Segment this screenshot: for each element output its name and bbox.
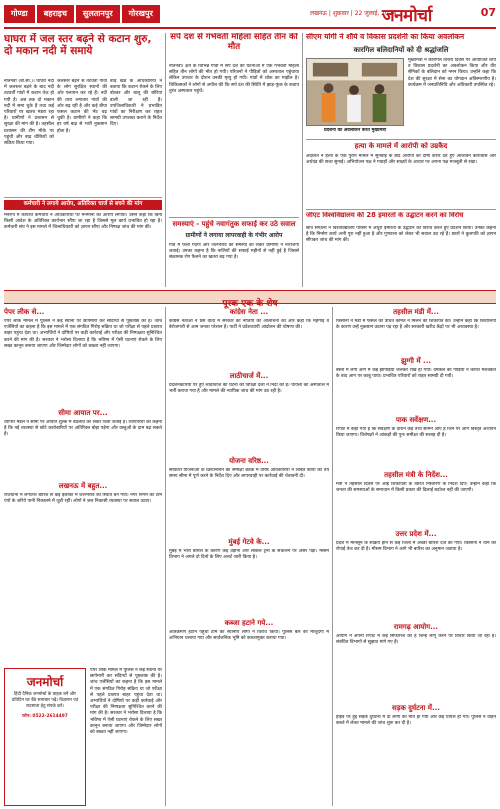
cont-body-5: प्रदर्शनकारियों पर हुए लाठीचार्ज की घटना की विपक्षी दलों ने निंदा की है। घायलों को अस्पताल में भर्ती कराया गया है और मामले की न्यायिक जांच की मांग उठ रही है। — [169, 383, 329, 395]
subscription-ad[interactable] — [4, 668, 86, 806]
cont-body-3b: पेपर लीक मामले में पुलिस ने कई स्थानों पर छापेमारी कर संदिग्धों से पूछताछ की है। जांच एजेंसियों का कहना है कि इस मामले में एक संगठित गिरोह सक्रिय था जो परीक्षा से पहले प्रश्नपत्र बाहर पहुंचा देता था। अभ्यर्थियों ने दोषियों पर कड़ी कार्रवाई और परीक्षा की निष्पक्षता सुनिश्चित करने की मांग की है। सरकार ने भरोसा दिलाया है कि भविष्य में ऐसी घटनाएं रोकने के लिए सख्त कानून बनाया जाएगा और जिम्मेदार लोगों को बख्शा नहीं जाएगा। — [90, 668, 162, 736]
ad-logo: जनमोर्चा — [26, 675, 64, 689]
cont-body-15: हाईवे पर हुई सड़क दुर्घटना में दो लोगों की मौत हो गयी और कई घायल हो गये। पुलिस ने वाहन कब्जे में लेकर मामले की जांच शुरू कर दी है। — [336, 715, 496, 727]
cont-body-6: सरकारी योजनाओं के क्रियान्वयन की समीक्षा बैठक में वरिष्ठ अधिकारियों ने लंबित कार्यों को तय समय सीमा में पूर्ण करने के निर्देश दिए और लापरवाही पर कार्रवाई की चेतावनी दी। — [169, 468, 329, 480]
story-cm-headline: सीएम योगी ने शौर्य व विकास प्रदर्शनी का किया अवलोकन — [306, 33, 465, 41]
cont-title-10: झुग्गी में ... — [400, 357, 432, 365]
cont-body-8: अतिक्रमण हटाने पहुंची टीम का स्थानीय लोगों ने विरोध किया। पुलिस बल की मौजूदगी में अभियान चलाया गया और सार्वजनिक भूमि को कब्जामुक्त कराया गया। — [169, 630, 329, 642]
newspaper-logo: जनमोर्चा — [382, 6, 432, 26]
story-flood-body-col3: बाढ़ खंड के अधिकारियों ने बताया कि कटान रोकने के लिए बोल्डर और बालू की बोरियां डाली जा रही हैं। उपजिलाधिकारी ने प्रभावित गांवों का निरीक्षण कर राहत सामग्री उपलब्ध कराने के निर्देश दिए। — [110, 79, 162, 128]
column-rule — [165, 33, 166, 287]
cont-title-2: सीमा आयात पर... — [58, 409, 108, 417]
column-rule — [302, 33, 303, 287]
cont-body-3: राजधानी में लगातार बारिश से कई इलाकों में जलभराव की स्थिति बन गयी। नगर निगम की टीमें पंपों के जरिये पानी निकालने में जुटी रहीं। लोगों ने जल निकासी व्यवस्था पर सवाल उठाए। — [4, 493, 162, 505]
story-murder-headline: हत्या के मामले में आरोपी को उम्रकैद — [354, 142, 448, 150]
divider — [306, 139, 496, 140]
cont-title-7: मुंबई गेटवे के... — [228, 538, 270, 546]
story-flood-body-col2: जलस्तर बढ़ने से तटवर्ती गांवों के लोग सुरक्षित स्थानों की ओर पलायन कर रहे हैं। नदी की धारा लगातार गांवों की ओर बढ़ रही है और कई बीघा फसल कटान की भेंट चढ़ चुकी है। ग्रामीणों ने कहा कि हर वर्ष बाढ़ से भारी नुकसान होता है। — [57, 79, 107, 134]
section-tabs — [4, 5, 160, 23]
cont-body-4: कांग्रेस नेताओं ने प्रेस वार्ता में सरकार की नीतियों की आलोचना की और कहा कि महंगाई व बेरोजगारी से आम जनता परेशान है। पार्टी ने प्रदेशव्यापी आंदोलन की घोषणा की। — [169, 319, 329, 331]
story-cleanliness-headline: समस्याएं - पहुंचे नवागंतुक सफाई कर उठे सवाल — [172, 220, 296, 228]
cont-title-1: पेपर लीक से... — [4, 308, 45, 316]
divider — [306, 209, 496, 210]
story-cm-subhead: कारगिल बलिदानियों को दी श्रद्धांजलि — [353, 46, 449, 54]
cont-title-6: योजना वरिष्ठ... — [229, 457, 269, 465]
tab-bahraich[interactable]: बहराइच — [37, 5, 74, 23]
masthead-rule — [4, 27, 496, 29]
cont-body-10: बस्ती में लगी आग में कई झोपड़ियां जलकर राख हो गयीं। दमकल की गाड़ियों ने काफी मशक्कत के बाद आग पर काबू पाया। प्रभावित परिवारों को राहत सामग्री दी गयी। — [336, 368, 496, 380]
story-university-headline: जीएट विश्वविद्यालय की 28 इमारतों के उद्घाटन करने का विरोध — [306, 212, 464, 219]
dateline: लखनऊ | शुक्रवार | 22 जुलाई, 2024 — [310, 10, 397, 17]
story-flood-body-col1: नौतनवा (बी.सी.)। घाघरा नदी में जलस्तर बढ़ने के बाद नदी तटवर्ती गांवों में कटान तेज़ हो गयी है। अब तक दो मकान नदी में समा चुके हैं तथा कई परिवारों पर खतरा मंडरा रहा है। ग्रामीणों ने प्रशासन से सुरक्षा की मांग की है। तहसील प्रशासन की टीम मौके पर पहुंची और बाढ़ चौकियों को सक्रिय किया गया। — [4, 79, 54, 147]
cont-body-14: आयोग ने अपनी रिपोर्ट में कई सिफारिशें की हैं जिन्हें लागू करने पर विचार किया जा रहा है। संबंधित विभागों से सुझाव मांगे गए हैं। — [336, 634, 496, 646]
cont-body-1: पेपर लीक मामले में पुलिस ने कई स्थानों पर छापेमारी कर संदिग्धों से पूछताछ की है। जांच एजेंसियों का कहना है कि इस मामले में एक संगठित गिरोह सक्रिय था जो परीक्षा से पहले प्रश्नपत्र बाहर पहुंचा देता था। अभ्यर्थियों ने दोषियों पर कड़ी कार्रवाई और परीक्षा की निष्पक्षता सुनिश्चित करने की मांग की है। सरकार ने भरोसा दिलाया है कि भविष्य में ऐसी घटनाएं रोकने के लिए सख्त कानून बनाया जाएगा और जिम्मेदार लोगों को बख्शा नहीं जाएगा। — [4, 319, 162, 349]
ad-text: हिंदी दैनिक जनमोर्चा के ग्राहक बनें और प्रतिदिन घर बैठे समाचार पढ़ें। विज्ञापन एवं सदस्यता हेतु संपर्क करें। — [11, 692, 79, 709]
cont-title-4: कांग्रेस नेता ... — [229, 308, 269, 316]
story-snakebite-headline: सर्प दंश से गर्भवती महिला सहित तीन की मौत — [170, 33, 298, 52]
story-cleanliness-body: गांव में फैली गंदगी और जलभराव की समस्या को लेकर ग्रामीणों ने नाराजगी जताई। उनका कहना है कि नालियों की सफाई महीनों से नहीं हुई है जिससे संक्रामक रोग फैलने का खतरा बढ़ गया है। — [169, 243, 299, 261]
cont-title-15: सड़क दुर्घटना में... — [392, 704, 440, 712]
divider — [4, 197, 162, 198]
story-employee-headline: कर्मचारी ने लगाये आरोप, अतिरिक्त चार्ज से बचने की मांग — [4, 200, 162, 210]
cont-title-11: पाक सर्वेक्षण... — [395, 416, 437, 424]
tab-gonda[interactable]: गोण्डा — [4, 5, 35, 23]
cont-body-2: व्यापार मंडल ने सीमा पर आयात शुल्क में बदलाव को लेकर चिंता जताई है। व्यापारियों का कहना है कि नई व्यवस्था से छोटे कारोबारियों पर अतिरिक्त बोझ पड़ेगा और वस्तुओं के दाम बढ़ सकते हैं। — [4, 420, 162, 438]
cont-title-13: उत्तर प्रदेश में... — [395, 530, 437, 538]
cont-title-3: लखनऊ में बहुत... — [58, 482, 108, 490]
cont-body-9: किसानों ने मंडी में फसल की उचित कीमत न मिलने की शिकायत की। उन्होंने कहा कि बिचौलियों के कारण उन्हें नुकसान उठाना पड़ रहा है और सरकारी खरीद केंद्रों पर भी अव्यवस्था है। — [336, 319, 496, 331]
cont-title-8: कब्जा हटाने गये... — [224, 619, 274, 627]
cont-body-13: प्रदेश में मानसून के सक्रिय होने से कई जिलों में अच्छी बारिश दर्ज की गयी। किसानों ने धान की रोपाई तेज कर दी है। मौसम विभाग ने आगे भी बारिश का अनुमान जताया है। — [336, 541, 496, 553]
story-murder-body: अदालत ने हत्या के एक पुराने मामले में सुनवाई के बाद आरोपी को दोषी करार देते हुए आजीवन कारावास और अर्थदंड की सजा सुनाई। अभियोजन पक्ष ने गवाहों और साक्ष्यों के आधार पर अपना पक्ष मजबूती से रखा। — [306, 154, 496, 166]
story-snakebite-body: नौतनवा। क्षेत्र के विभिन्न गांवों में सर्प दंश की घटनाओं में एक गर्भवती महिला सहित तीन लोगों की मौत हो गयी। परिजनों ने पीड़ितों को अस्पताल पहुंचाया लेकिन उपचार के दौरान उनकी मृत्यु हो गयी। गांवों में शोक का माहौल है। चिकित्सकों ने लोगों से अपील की कि सर्प दंश की स्थिति में झाड़-फूंक के बजाय तुरंत अस्पताल पहुंचें। — [169, 64, 299, 94]
cont-title-5: लाठीचार्ज में... — [229, 372, 269, 380]
continuation-strip — [4, 290, 496, 309]
story-flood-headline: घाघरा में जल स्तर बढ़ने से कटान शुरु, दो मकान नदी में समाये — [4, 33, 152, 58]
cm-exhibition-photo — [306, 58, 404, 126]
photo-caption: प्रदर्शनी का अवलोकन करते मुख्यमंत्री — [323, 128, 387, 133]
cont-body-12: मंत्री ने तहसील दिवस पर आई शिकायतों के त्वरित निस्तारण के निर्देश दिए। उन्होंने कहा कि जनता की समस्याओं के समाधान में किसी प्रकार की ढिलाई बर्दाश्त नहीं की जाएगी। — [336, 482, 496, 494]
column-rule — [332, 307, 333, 806]
cont-title-12: तहसील मंत्री के निर्देश... — [384, 471, 448, 479]
masthead — [4, 3, 496, 27]
column-rule — [165, 307, 166, 806]
cont-body-11: रिपोर्ट में कहा गया है कि सर्वेक्षण के दौरान कई तथ्य सामने आए हैं जिन पर आगे विस्तृत अध्ययन किया जाएगा। विशेषज्ञों ने आंकड़ों की पुनः समीक्षा की सलाह दी है। — [336, 427, 496, 439]
story-university-body: छात्र संगठनों ने विश्वविद्यालय परिसर में अधूरी इमारतों के उद्घाटन का विरोध करते हुए प्रदर्शन किया। उनका कहना है कि निर्माण कार्य अभी पूरा नहीं हुआ है और गुणवत्ता को लेकर भी सवाल उठ रहे हैं। छात्रों ने कुलपति को ज्ञापन सौंपकर जांच की मांग की। — [306, 226, 496, 244]
story-cm-body: मुख्यमंत्री ने कारगिल विजय दिवस पर आयोजित शौर्य व विकास प्रदर्शनी का अवलोकन किया और वीर सैनिकों के बलिदान को नमन किया। उन्होंने कहा कि देश की सुरक्षा में सेना का योगदान अविस्मरणीय है। कार्यक्रम में जनप्रतिनिधि और अधिकारी उपस्थित रहे। — [408, 58, 496, 88]
tab-sultanpur[interactable]: सुलतानपुर — [76, 5, 120, 23]
cont-body-7: मुंबई में भारी बारिश के कारण कई उड़ानों और लोकल ट्रेनों के संचालन पर असर पड़ा। मौसम विभाग ने अगले दो दिनों के लिए अलर्ट जारी किया है। — [169, 549, 329, 561]
ad-phone: फोन: 0522-2614497 — [22, 714, 68, 719]
page-number: 07 — [480, 6, 496, 19]
strip-title: पूरक एक के शेष — [222, 299, 278, 309]
cont-title-9: तहसील मंडी में... — [393, 308, 439, 316]
divider — [169, 217, 299, 218]
cont-title-14: रामगढ़ आयोग... — [393, 623, 439, 631]
story-employee-body: मनरेगा में कार्यरत कर्मचारी ने अधिकारियों पर मनमानी का आरोप लगाया। उसने कहा कि बिना किसी आदेश के अतिरिक्त कार्यभार सौंपा जा रहा है जिससे मूल कार्य प्रभावित हो रहा है। कर्मचारी संघ ने इस मामले में जिलाधिकारी को ज्ञापन सौंपा और निष्पक्ष जांच की मांग की। — [4, 213, 162, 231]
story-cleanliness-subhead: ग्रामीणों ने लगाया लापरवाही के गंभीर आरोप — [185, 232, 283, 239]
tab-gorakhpur[interactable]: गोरखपुर — [122, 5, 160, 23]
